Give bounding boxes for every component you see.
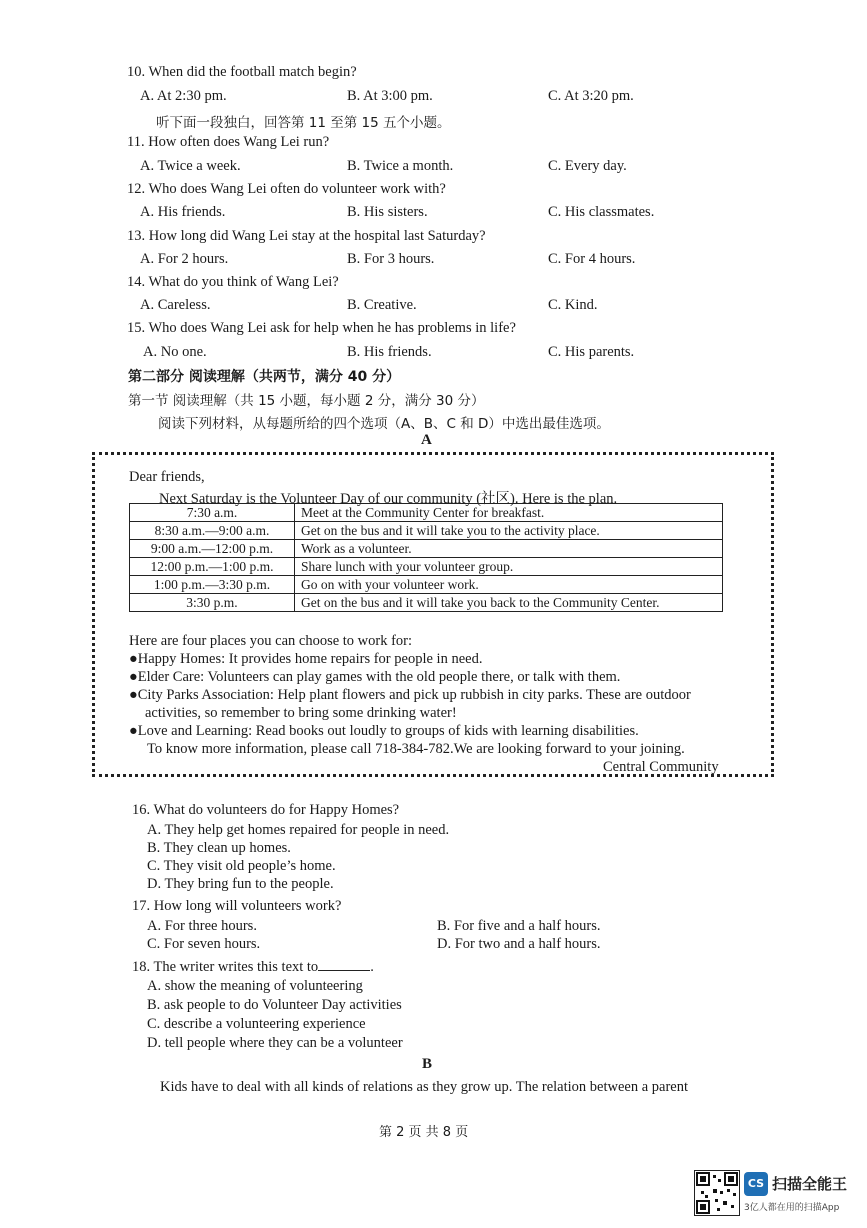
camscanner-logo-icon: CS [744, 1172, 768, 1196]
question-14: 14. What do you think of Wang Lei? [127, 274, 339, 290]
option-17d: D. For two and a half hours. [437, 936, 601, 952]
qr-code-icon [694, 1170, 740, 1216]
question-18-end: . [370, 959, 374, 975]
contact-line: To know more information, please call 718-384-782.We are looking forward to your joining. [147, 741, 685, 757]
option-17b: B. For five and a half hours. [437, 918, 601, 934]
schedule-time: 9:00 a.m.—12:00 p.m. [130, 540, 295, 558]
question-12: 12. Who does Wang Lei often do volunteer work with? [127, 181, 446, 197]
question-13: 13. How long did Wang Lei stay at the hospital last Saturday? [127, 228, 486, 244]
question-10: 10. When did the football match begin? [127, 64, 357, 80]
option-18d: D. tell people where they can be a volunteer [147, 1035, 403, 1051]
option-11c: C. Every day. [548, 158, 627, 174]
option-12b: B. His sisters. [347, 204, 428, 220]
schedule-activity: Work as a volunteer. [295, 540, 723, 558]
option-18b: B. ask people to do Volunteer Day activities [147, 997, 402, 1013]
schedule-row [130, 522, 723, 540]
option-15b: B. His friends. [347, 344, 432, 360]
schedule-time: 1:00 p.m.—3:30 p.m. [130, 576, 295, 594]
schedule-row [130, 504, 723, 522]
schedule-activity: Get on the bus and it will take you back to the Community Center. [295, 594, 723, 612]
option-10c: C. At 3:20 pm. [548, 88, 634, 104]
schedule-table [129, 503, 723, 612]
option-16d: D. They bring fun to the people. [147, 876, 334, 892]
option-12c: C. His classmates. [548, 204, 655, 220]
option-12a: A. His friends. [140, 204, 226, 220]
question-15: 15. Who does Wang Lei ask for help when he has problems in life? [127, 320, 516, 336]
option-15c: C. His parents. [548, 344, 635, 360]
passage-b-text: Kids have to deal with all kinds of relations as they grow up. The relation between a parent [160, 1079, 689, 1095]
schedule-activity: Get on the bus and it will take you to the activity place. [295, 522, 723, 540]
schedule-activity: Meet at the Community Center for breakfast. [295, 504, 723, 522]
option-10a: A. At 2:30 pm. [140, 88, 227, 104]
option-14a: A. Careless. [140, 297, 211, 313]
option-11b: B. Twice a month. [347, 158, 454, 174]
option-15a: A. No one. [143, 344, 207, 360]
option-13b: B. For 3 hours. [347, 251, 435, 267]
option-11a: A. Twice a week. [140, 158, 241, 174]
question-18 [132, 958, 374, 976]
option-13a: A. For 2 hours. [140, 251, 229, 267]
notice-greeting: Dear friends, [129, 469, 205, 485]
answer-blank [318, 958, 370, 971]
listening-instruction: 听下面一段独白，回答第 11 至第 15 五个小题。 [156, 115, 451, 131]
option-16c: C. They visit old people’s home. [147, 858, 336, 874]
schedule-row [130, 558, 723, 576]
option-14c: C. Kind. [548, 297, 598, 313]
option-17c: C. For seven hours. [147, 936, 261, 952]
place-elder-care: ●Elder Care: Volunteers can play games with the old people there, or talk with them. [129, 669, 621, 685]
places-intro: Here are four places you can choose to work for: [129, 633, 413, 649]
place-happy-homes: ●Happy Homes: It provides home repairs for people in need. [129, 651, 483, 667]
passage-b-label: B [422, 1056, 433, 1072]
schedule-time: 3:30 p.m. [130, 594, 295, 612]
place-city-parks-cont: activities, so remember to bring some drinking water! [145, 705, 457, 721]
schedule-row [130, 594, 723, 612]
part2-title: 第二部分 阅读理解（共两节，满分 40 分） [128, 369, 401, 385]
schedule-time: 12:00 p.m.—1:00 p.m. [130, 558, 295, 576]
option-10b: B. At 3:00 pm. [347, 88, 433, 104]
passage-a-label: A [421, 432, 432, 448]
option-14b: B. Creative. [347, 297, 417, 313]
schedule-time: 8:30 a.m.—9:00 a.m. [130, 522, 295, 540]
question-17: 17. How long will volunteers work? [132, 898, 342, 914]
reading-instruction: 阅读下列材料，从每题所给的四个选项（A、B、C 和 D）中选出最佳选项。 [158, 416, 610, 432]
app-tagline: 3亿人都在用的扫描App [744, 1203, 840, 1213]
place-love-learning: ●Love and Learning: Read books out loudly to groups of kids with learning disabilities. [129, 723, 639, 739]
option-13c: C. For 4 hours. [548, 251, 636, 267]
place-city-parks: ●City Parks Association: Help plant flowers and pick up rubbish in city parks. These are outdoor [129, 687, 691, 703]
option-16b: B. They clean up homes. [147, 840, 291, 856]
schedule-row [130, 540, 723, 558]
schedule-activity: Go on with your volunteer work. [295, 576, 723, 594]
schedule-time: 7:30 a.m. [130, 504, 295, 522]
notice-signature: Central Community [603, 759, 719, 775]
page-number: 第 2 页 共 8 页 [379, 1125, 469, 1140]
section1-title: 第一节 阅读理解（共 15 小题，每小题 2 分，满分 30 分） [128, 393, 485, 409]
option-18c: C. describe a volunteering experience [147, 1016, 366, 1032]
option-17a: A. For three hours. [147, 918, 257, 934]
schedule-activity: Share lunch with your volunteer group. [295, 558, 723, 576]
question-16: 16. What do volunteers do for Happy Homes? [132, 802, 400, 818]
question-18-text: 18. The writer writes this text to [132, 959, 319, 975]
question-11: 11. How often does Wang Lei run? [127, 134, 330, 150]
notice-intro: Next Saturday is the Volunteer Day of our community (社区). Here is the plan. [159, 491, 618, 507]
schedule-row [130, 576, 723, 594]
option-18a: A. show the meaning of volunteering [147, 978, 363, 994]
option-16a: A. They help get homes repaired for people in need. [147, 822, 450, 838]
app-name: 扫描全能王 [772, 1175, 848, 1193]
